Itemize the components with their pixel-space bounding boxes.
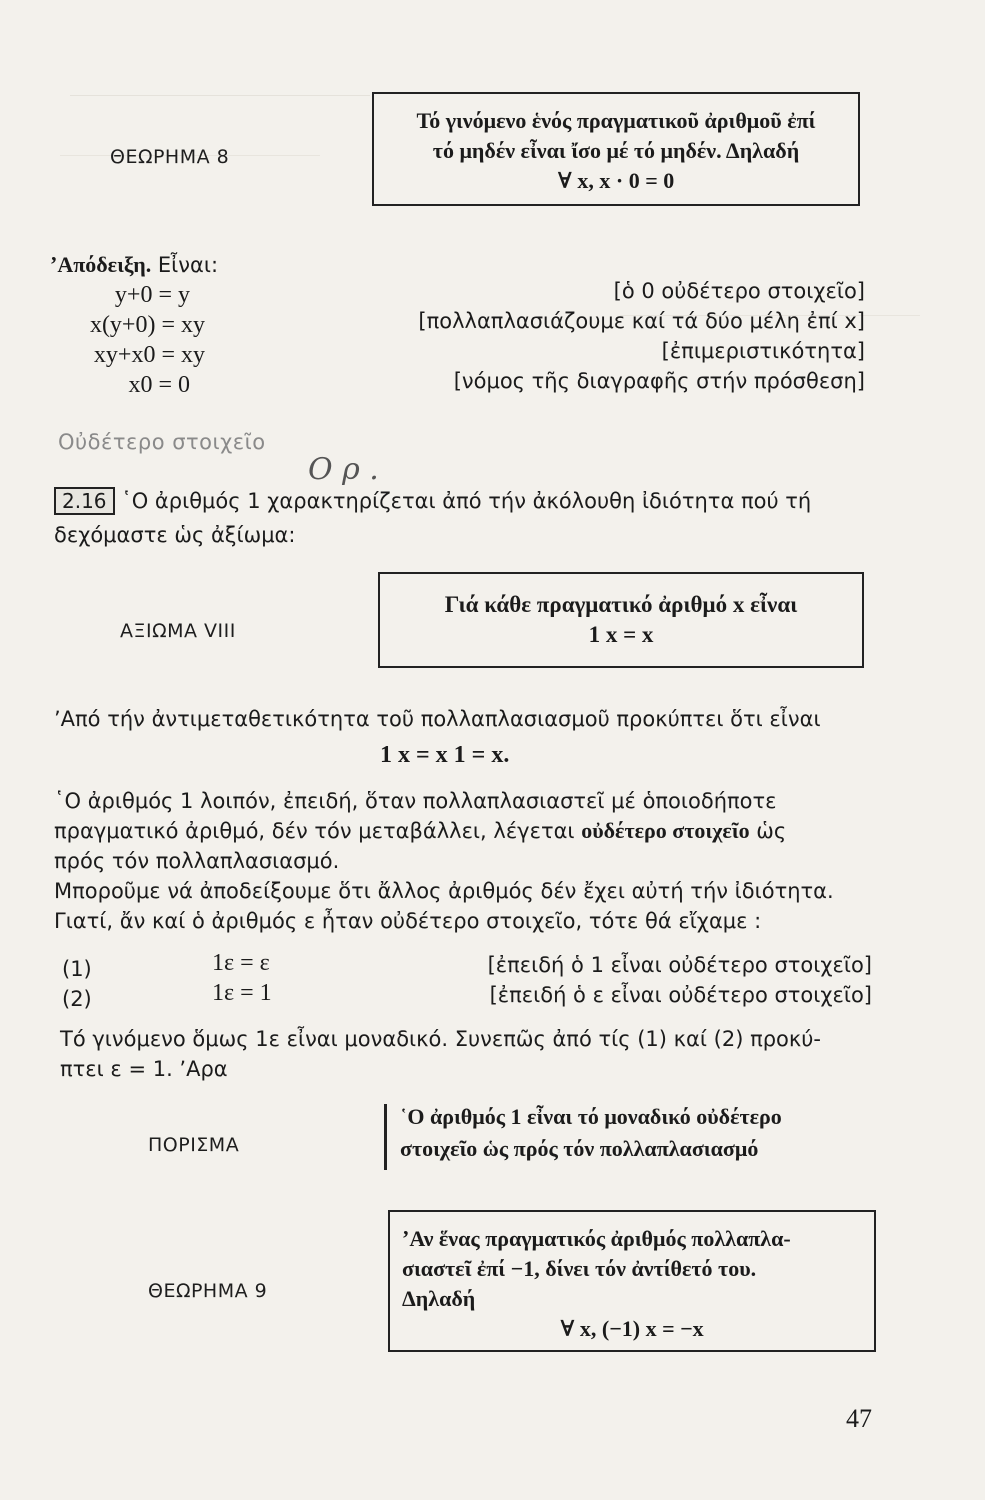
corollary-label: ΠΟΡΙΣΜΑ — [148, 1134, 240, 1156]
proof-title: ʼΑπόδειξη. — [50, 252, 152, 277]
proof-intro — [50, 250, 218, 280]
equation-2-expr: 1ε = 1 — [212, 980, 272, 1006]
neutral-paragraph-line-3: πρός τόν πολλαπλασιασμό. — [54, 849, 340, 873]
prove-paragraph-line-2: Γιατί, ἄν καί ὁ ἀριθμός ε ἦταν οὐδέτερο στοιχεῖο, τότε θά εἴχαμε : — [54, 909, 762, 933]
axiom-8-box — [378, 572, 864, 668]
theorem-8-formula: ∀ x, x · 0 = 0 — [557, 168, 675, 193]
axiom-8-label: ΑΞΙΩΜΑ VIII — [120, 620, 236, 642]
commutativity-line: ʼΑπό τήν ἀντιμεταθετικότητα τοῦ πολλαπλασιασμοῦ προκύπτει ὅτι εἶναι — [54, 707, 821, 731]
section-heading: Οὐδέτερο στοιχεῖο — [58, 430, 266, 454]
axiom-8-line-1: Γιά κάθε πραγματικό ἀριθμό x εἶναι — [444, 592, 798, 617]
paragraph-2-16 — [54, 486, 874, 516]
unique-paragraph-line-2: πτει ε = 1. ʼΑρα — [60, 1057, 228, 1081]
theorem-8-box — [372, 92, 860, 206]
proof-intro-text: Εἶναι: — [151, 253, 219, 277]
neutral-element-term: οὐδέτερο στοιχεῖο — [581, 818, 750, 843]
theorem-9-label: ΘΕΩΡΗΜΑ 9 — [148, 1280, 268, 1302]
proof-expr-2: x(y+0) = xy — [89, 312, 205, 338]
proof-reason-1: [ὁ 0 οὐδέτερο στοιχεῖο] — [613, 279, 865, 303]
theorem-9-line-3: Δηλαδή — [402, 1286, 476, 1311]
theorem-8-line-2: τό μηδέν εἶναι ἴσο μέ τό μηδέν. Δηλαδή — [432, 138, 800, 163]
neutral-paragraph-line-1: ῾Ο ἀριθμός 1 λοιπόν, ἐπειδή, ὅταν πολλαπλασιαστεῖ μέ ὁποιοδήποτε — [54, 789, 777, 813]
theorem-8-label: ΘΕΩΡΗΜΑ 8 — [110, 146, 230, 168]
equation-2-number: (2) — [62, 987, 92, 1011]
proof-reason-2: [πολλαπλασιάζουμε καί τά δύο μέλη ἐπί x] — [418, 309, 865, 333]
equation-1-expr: 1ε = ε — [212, 950, 270, 976]
unique-paragraph-line-1: Τό γινόμενο ὅμως 1ε εἶναι μοναδικό. Συνεπῶς ἀπό τίς (1) καί (2) προκύ- — [60, 1027, 821, 1051]
proof-expr-4: x0 = 0 — [128, 372, 190, 398]
handwritten-note: Ο ρ . — [308, 452, 379, 487]
page-number: 47 — [846, 1404, 872, 1433]
theorem-9-line-2: σιαστεῖ ἐπί −1, δίνει τόν ἀντίθετό του. — [402, 1256, 757, 1281]
proof-expr-3: xy+x0 = xy — [93, 342, 205, 368]
paragraph-2-16-line-1: ῾Ο ἀριθμός 1 χαρακτηρίζεται ἀπό τήν ἀκόλουθη ἰδιότητα πού τή — [121, 489, 812, 513]
equation-1-number: (1) — [62, 957, 92, 981]
theorem-9-formula: ∀ x, (−1) x = −x — [560, 1316, 704, 1341]
theorem-9-line-1: ʼΑν ἕνας πραγματικός ἀριθμός πολλαπλα- — [402, 1226, 791, 1251]
neutral-paragraph-line-2 — [54, 816, 884, 846]
corollary-line-1: ῾Ο ἀριθμός 1 εἶναι τό μοναδικό οὐδέτερο — [400, 1104, 782, 1129]
proof-reason-3: [ἐπιμεριστικότητα] — [661, 339, 865, 363]
equation-2-reason: [ἐπειδή ὁ ε εἶναι οὐδέτερο στοιχεῖο] — [489, 983, 872, 1007]
paragraph-2-16-line-2: δεχόμαστε ὡς ἀξίωμα: — [54, 523, 296, 547]
corollary-line-2: στοιχεῖο ὡς πρός τόν πολλαπλασιασμό — [400, 1136, 759, 1161]
theorem-8-line-1: Τό γινόμενο ἑνός πραγματικοῦ ἀριθμοῦ ἐπί — [416, 108, 816, 133]
proof-reason-4: [νόμος τῆς διαγραφῆς στήν πρόσθεση] — [453, 369, 865, 393]
prove-paragraph-line-1: Μποροῦμε νά ἀποδείξουμε ὅτι ἄλλος ἀριθμός δέν ἔχει αὐτή τήν ἰδιότητα. — [54, 879, 834, 903]
theorem-9-box — [388, 1210, 876, 1352]
proof-expr-1: y+0 = y — [114, 282, 190, 308]
section-number: 2.16 — [54, 487, 115, 515]
neutral-paragraph-line-2-end: ὡς — [749, 819, 787, 843]
corollary-rule — [384, 1104, 387, 1170]
neutral-paragraph-line-2-start: πραγματικό ἀριθμό, δέν τόν μεταβάλλει, λέγεται — [54, 819, 582, 843]
commutativity-formula: 1 x = x 1 = x. — [380, 742, 510, 768]
equation-1-reason: [ἐπειδή ὁ 1 εἶναι οὐδέτερο στοιχεῖο] — [487, 953, 872, 977]
axiom-8-formula: 1 x = x — [588, 622, 654, 647]
